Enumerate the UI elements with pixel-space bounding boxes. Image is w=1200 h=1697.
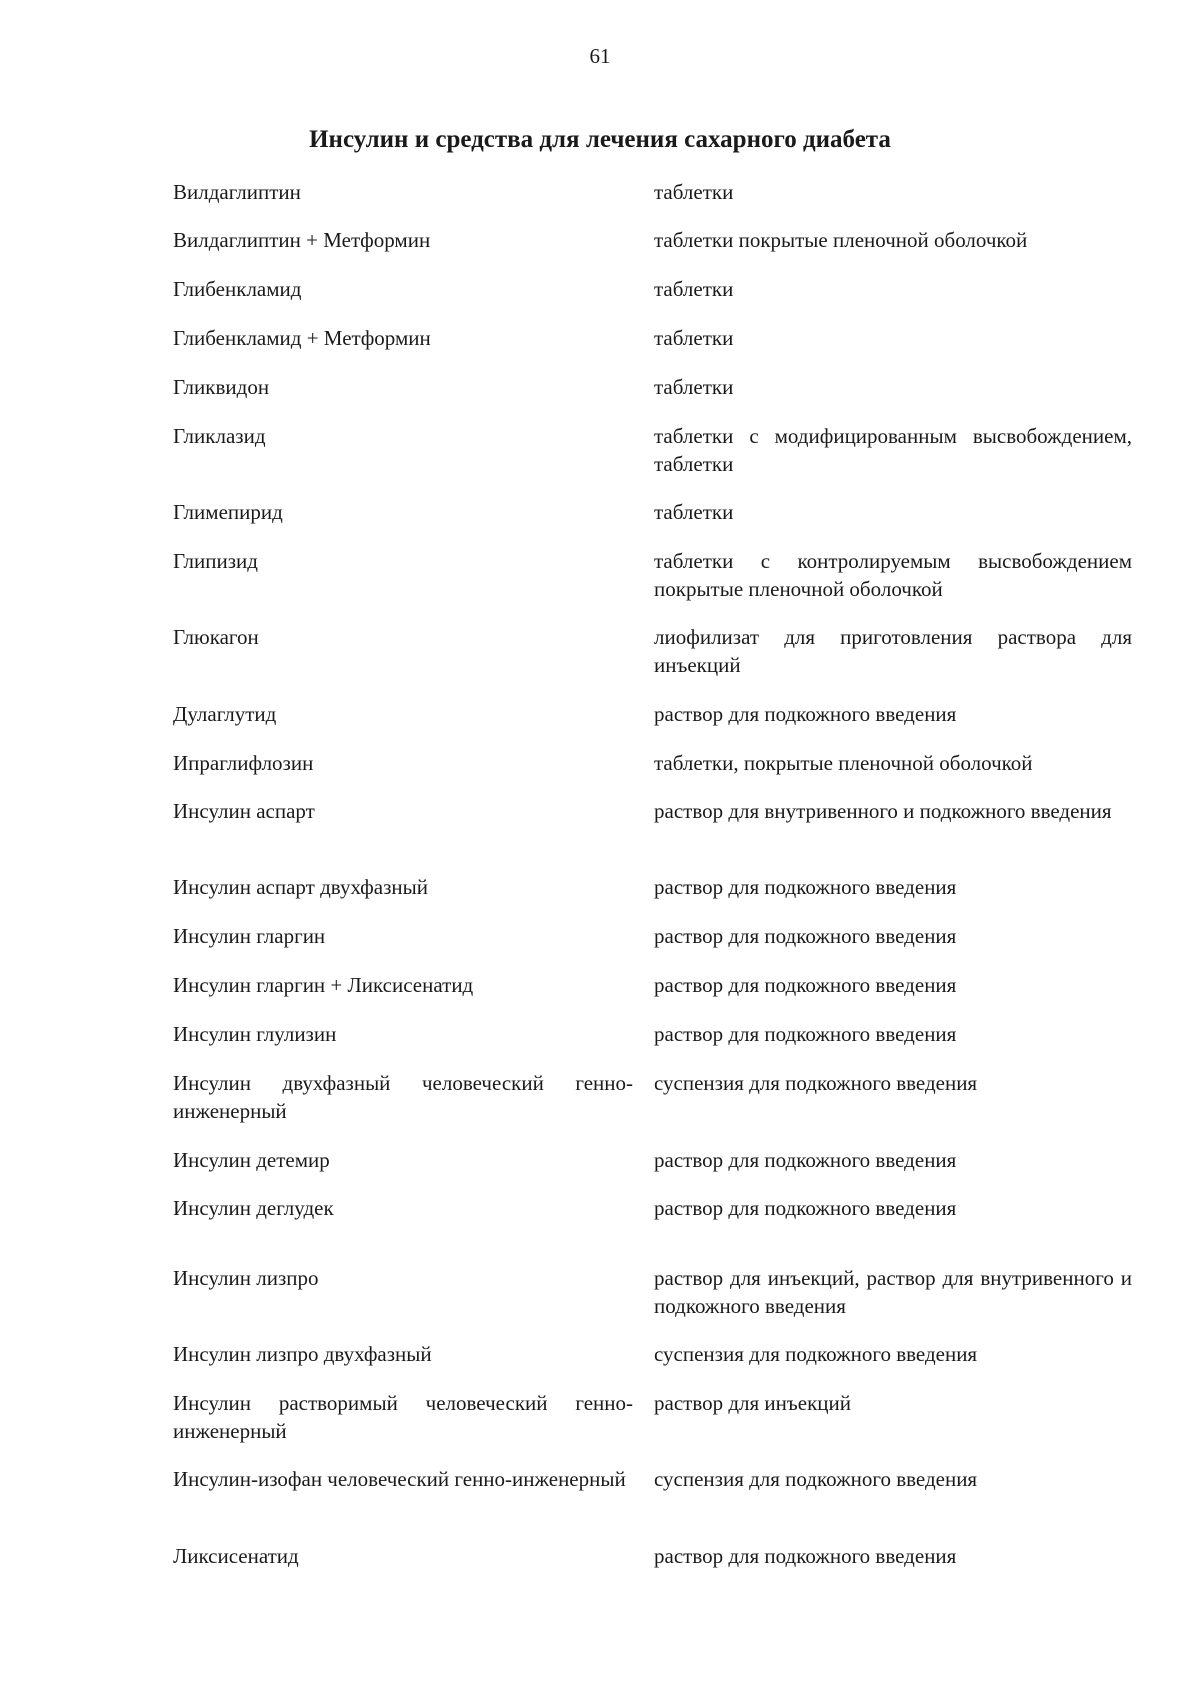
drug-name: Дулаглутид — [173, 702, 277, 726]
drug-row — [173, 623, 1133, 700]
drug-form: раствор для подкожного введения — [654, 1022, 957, 1046]
drug-row — [173, 1069, 1133, 1146]
drug-form: раствор для подкожного введения — [654, 1196, 957, 1220]
drug-form: раствор для подкожного введения — [654, 973, 957, 997]
drug-row — [173, 275, 1133, 324]
drug-name: Глибенкламид + Метформин — [173, 326, 431, 350]
drug-name: Вилдаглиптин + Метформин — [173, 228, 431, 252]
drug-row — [173, 797, 1133, 873]
drug-form: раствор для инъекций — [654, 1391, 851, 1415]
drug-form: таблетки — [654, 277, 734, 301]
drug-name: Глюкагон — [173, 625, 259, 649]
drug-name: Инсулин-изофан человеческий генно-инженерный — [173, 1467, 626, 1491]
drug-row — [173, 547, 1133, 623]
drug-form: суспензия для подкожного введения — [654, 1342, 978, 1366]
drug-name: Инсулин деглудек — [173, 1196, 334, 1220]
drug-name: Глибенкламид — [173, 277, 302, 301]
drug-row — [173, 324, 1133, 373]
drug-row — [173, 922, 1133, 971]
page-number: 61 — [589, 44, 611, 68]
drug-row — [173, 1389, 1133, 1465]
drug-form: суспензия для подкожного введения — [654, 1467, 978, 1491]
drug-name: Инсулин детемир — [173, 1148, 330, 1172]
drug-row — [173, 422, 1133, 498]
drug-name: Инсулин аспарт двухфазный — [173, 875, 428, 899]
drug-name: Инсулин растворимый человеческий генно-инженерный — [173, 1391, 633, 1443]
drug-form: лиофилизат для приготовления раствора для инъекций — [654, 625, 1132, 677]
drug-row — [173, 1340, 1133, 1389]
drug-form: таблетки — [654, 500, 734, 524]
drug-name: Глимепирид — [173, 500, 283, 524]
drug-form: таблетки покрытые пленочной оболочкой — [654, 228, 1028, 252]
drug-name: Инсулин двухфазный человеческий генно-инженерный — [173, 1071, 633, 1123]
drug-row — [173, 1020, 1133, 1069]
drug-row — [173, 749, 1133, 797]
drug-list — [173, 178, 1133, 1591]
drug-row — [173, 498, 1133, 547]
drug-form: таблетки — [654, 326, 734, 350]
drug-name: Ипраглифлозин — [173, 751, 314, 775]
drug-name: Ликсисенатид — [173, 1544, 299, 1568]
drug-row — [173, 1264, 1133, 1340]
drug-name: Глипизид — [173, 549, 258, 573]
drug-form: раствор для подкожного введения — [654, 702, 957, 726]
drug-row — [173, 373, 1133, 422]
drug-row — [173, 1542, 1133, 1591]
drug-form: таблетки, покрытые пленочной оболочкой — [654, 751, 1033, 775]
drug-row — [173, 971, 1133, 1020]
drug-form: раствор для подкожного введения — [654, 924, 957, 948]
drug-row — [173, 226, 1133, 275]
drug-name: Инсулин аспарт — [173, 799, 315, 823]
drug-row — [173, 1194, 1133, 1264]
drug-row — [173, 1146, 1133, 1194]
drug-name: Инсулин лизпро двухфазный — [173, 1342, 432, 1366]
drug-name: Инсулин глулизин — [173, 1022, 337, 1046]
drug-form: таблетки с модифицированным высвобождением, таблетки — [654, 424, 1132, 476]
drug-form: таблетки с контролируемым высвобождением покрытые пленочной оболочкой — [654, 549, 1132, 601]
drug-name: Инсулин лизпро — [173, 1266, 319, 1290]
drug-form: раствор для подкожного введения — [654, 1544, 957, 1568]
drug-form: раствор для подкожного введения — [654, 875, 957, 899]
drug-form: суспензия для подкожного введения — [654, 1071, 978, 1095]
drug-name: Вилдаглиптин — [173, 180, 301, 204]
drug-row — [173, 873, 1133, 922]
drug-form: раствор для подкожного введения — [654, 1148, 957, 1172]
drug-form: таблетки — [654, 375, 734, 399]
drug-row — [173, 1465, 1133, 1542]
drug-name: Гликлазид — [173, 424, 266, 448]
drug-form: раствор для внутривенного и подкожного введения — [654, 799, 1112, 823]
drug-row — [173, 700, 1133, 749]
drug-name: Гликвидон — [173, 375, 270, 399]
drug-form: раствор для инъекций, раствор для внутривенного и подкожного введения — [654, 1266, 1132, 1318]
section-title: Инсулин и средства для лечения сахарного диабета — [309, 126, 891, 153]
drug-row — [173, 178, 1133, 226]
drug-form: таблетки — [654, 180, 734, 204]
drug-name: Инсулин гларгин — [173, 924, 326, 948]
drug-name: Инсулин гларгин + Ликсисенатид — [173, 973, 474, 997]
